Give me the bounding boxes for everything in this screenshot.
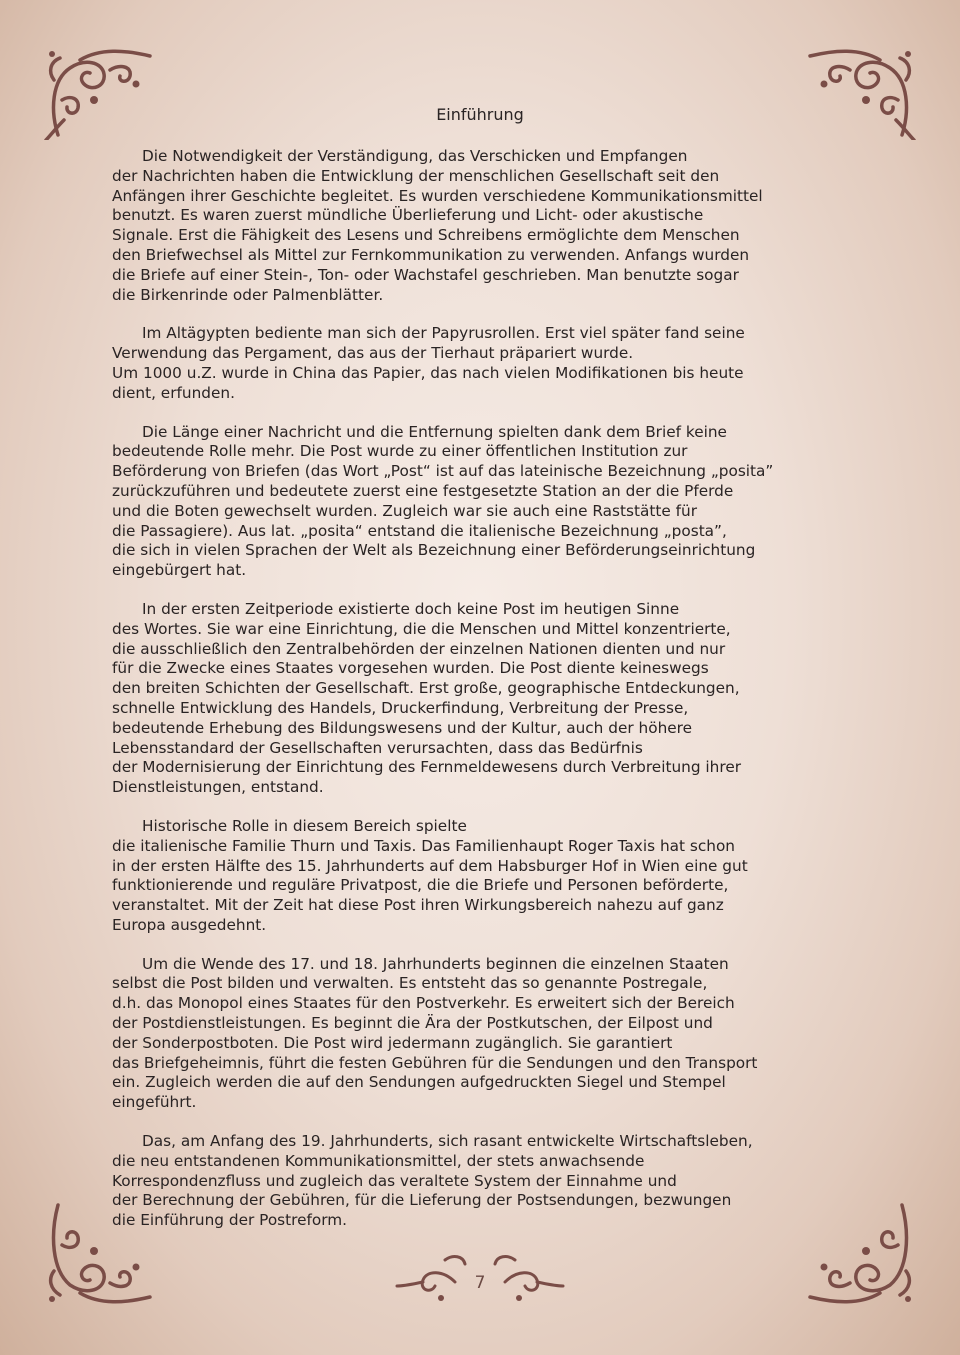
text-line: Beförderung von Briefen (das Wort „Post“ ist auf das lateinische Bezeichnung „posita” — [112, 462, 774, 481]
text-line: eingeführt. — [112, 1093, 197, 1112]
text-line: des Wortes. Sie war eine Einrichtung, die die Menschen und Mittel konzentrierte, — [112, 619, 731, 638]
text-line: die neu entstandenen Kommunikationsmittel, der stets anwachsende — [112, 1151, 645, 1170]
text-line: Um die Wende des 17. und 18. Jahrhunderts beginnen die einzelnen Staaten — [142, 954, 729, 973]
ornament-top-right-icon — [800, 40, 920, 140]
body-text — [112, 147, 832, 1250]
text-line: den Briefwechsel als Mittel zur Fernkommunikation zu verwenden. Anfangs wurden — [112, 245, 750, 264]
text-line: Signale. Erst die Fähigkeit des Lesens und Schreibens ermöglichte dem Menschen — [112, 226, 740, 245]
text-line: benutzt. Es waren zuerst mündliche Überlieferung und Licht- oder akustische — [112, 206, 704, 225]
page-title: Einführung — [436, 105, 524, 124]
text-line: bedeutende Rolle mehr. Die Post wurde zu einer öffentlichen Institution zur — [112, 442, 688, 461]
text-line: und die Boten gewechselt wurden. Zugleich war sie auch eine Raststätte für — [112, 501, 697, 520]
text-line: In der ersten Zeitperiode existierte doch keine Post im heutigen Sinne — [142, 599, 680, 618]
text-line: Das, am Anfang des 19. Jahrhunderts, sich rasant entwickelte Wirtschaftsleben, — [142, 1132, 753, 1151]
text-line: selbst die Post bilden und verwalten. Es entsteht das so genannte Postregale, — [112, 974, 708, 993]
text-line: zurückzuführen und bedeutete zuerst eine festgesetzte Station an der die Pferde — [112, 481, 734, 500]
text-line: der Postdienstleistungen. Es beginnt die Ära der Postkutschen, der Eilpost und — [112, 1014, 713, 1033]
text-line: die italienische Familie Thurn und Taxis. Das Familienhaupt Roger Taxis hat schon — [112, 836, 736, 855]
paragraph — [112, 817, 832, 936]
paragraph — [112, 147, 832, 305]
text-line: den breiten Schichten der Gesellschaft. Erst große, geographische Entdeckungen, — [112, 679, 740, 698]
text-line: Die Länge einer Nachricht und die Entfernung spielten dank dem Brief keine — [142, 422, 727, 441]
text-line: veranstaltet. Mit der Zeit hat diese Post ihren Wirkungsbereich nahezu auf ganz — [112, 896, 724, 915]
text-line: Anfängen ihrer Geschichte begleitet. Es wurden verschiedene Kommunikationsmittel — [112, 186, 763, 205]
paragraph — [112, 1132, 832, 1231]
text-line: Korrespondenzfluss und zugleich das veraltete System der Einnahme und — [112, 1171, 677, 1190]
text-line: der Berechnung der Gebühren, für die Lieferung der Postsendungen, bezwungen — [112, 1191, 732, 1210]
text-line: die Birkenrinde oder Palmenblätter. — [112, 285, 384, 304]
text-line: ein. Zugleich werden die auf den Sendungen aufgedruckten Siegel und Stempel — [112, 1073, 726, 1092]
text-line: Europa ausgedehnt. — [112, 915, 267, 934]
text-line: die Einführung der Postreform. — [112, 1211, 348, 1230]
text-line: die Passagiere). Aus lat. „posita“ entstand die italienische Bezeichnung „posta”, — [112, 521, 727, 540]
text-line: die sich in vielen Sprachen der Welt als Bezeichnung einer Beförderungseinrichtung — [112, 541, 756, 560]
ornament-top-left-icon — [40, 40, 160, 140]
text-line: das Briefgeheimnis, führt die festen Gebühren für die Sendungen und den Transport — [112, 1053, 758, 1072]
text-line: Verwendung das Pergament, das aus der Tierhaut präpariert wurde. — [112, 344, 634, 363]
text-line: für die Zwecke eines Staates vorgesehen wurden. Die Post diente keineswegs — [112, 659, 709, 678]
text-line: der Sonderpostboten. Die Post wird jedermann zugänglich. Sie garantiert — [112, 1033, 673, 1052]
paragraph — [112, 955, 832, 1113]
paragraph — [112, 600, 832, 798]
text-line: Historische Rolle in diesem Bereich spielte — [142, 816, 467, 835]
text-line: in der ersten Hälfte des 15. Jahrhunderts auf dem Habsburger Hof in Wien eine gut — [112, 856, 748, 875]
paragraph — [112, 423, 832, 581]
text-line: d.h. das Monopol eines Staates für den Postverkehr. Es erweitert sich der Bereich — [112, 994, 735, 1013]
text-line: eingebürgert hat. — [112, 561, 247, 580]
text-line: die Briefe auf einer Stein-, Ton- oder Wachstafel geschrieben. Man benutzte sogar — [112, 265, 739, 284]
text-line: funktionierende und reguläre Privatpost, die die Briefe und Personen beförderte, — [112, 876, 729, 895]
text-line: dient, erfunden. — [112, 383, 235, 402]
text-line: die ausschließlich den Zentralbehörden der einzelnen Nationen dienten und nur — [112, 639, 726, 658]
paragraph — [112, 324, 832, 403]
text-line: der Nachrichten haben die Entwicklung der menschlichen Gesellschaft seit den — [112, 166, 720, 185]
text-line: Dienstleistungen, entstand. — [112, 778, 324, 797]
page-number: 7 — [474, 1273, 486, 1293]
text-line: Im Altägypten bediente man sich der Papyrusrollen. Erst viel später fand seine — [142, 324, 745, 343]
text-line: Die Notwendigkeit der Verständigung, das Verschicken und Empfangen — [142, 147, 688, 165]
text-line: Um 1000 u.Z. wurde in China das Papier, das nach vielen Modifikationen bis heute — [112, 363, 744, 382]
text-line: schnelle Entwicklung des Handels, Druckerfindung, Verbreitung der Presse, — [112, 698, 689, 717]
text-line: bedeutende Erhebung des Bildungswesens und der Kultur, auch der höhere — [112, 718, 693, 737]
text-line: der Modernisierung der Einrichtung des Fernmeldewesens durch Verbreitung ihrer — [112, 758, 742, 777]
text-line: Lebensstandard der Gesellschaften verursachten, dass das Bedürfnis — [112, 738, 643, 757]
